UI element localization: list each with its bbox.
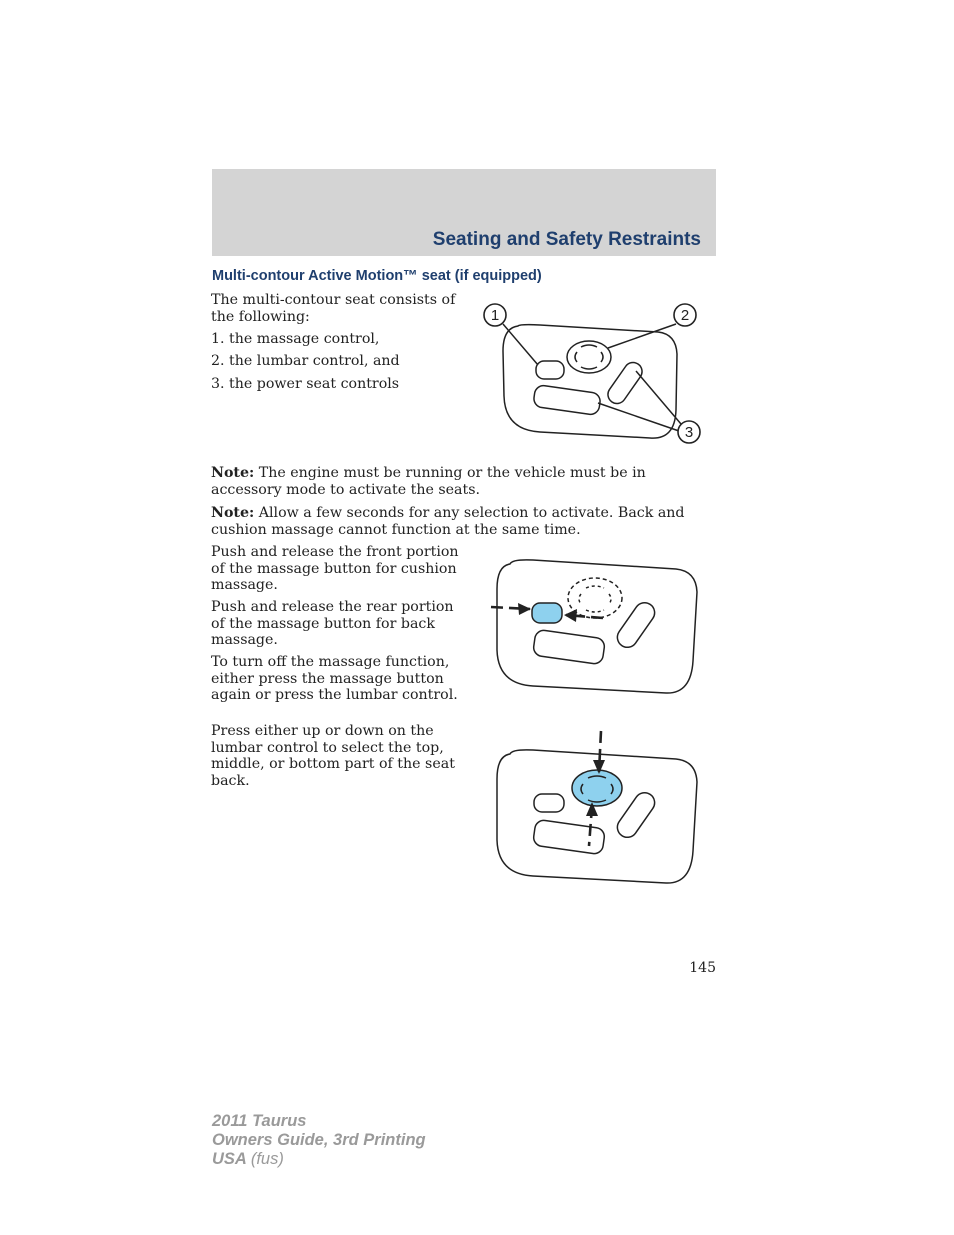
footer	[212, 1112, 426, 1169]
section-title: Seating and Safety Restraints	[432, 229, 701, 250]
lumbar-control-figure	[488, 728, 703, 886]
callout-1: 1	[490, 307, 500, 324]
note-paragraph	[211, 465, 711, 498]
massage-paragraph: Push and release the rear portion of the massage button for back massage.	[211, 599, 454, 648]
massage-button-figure	[488, 556, 703, 696]
subheading: Multi-contour Active Motion™ seat (if equipped)	[212, 268, 542, 284]
note-label: Note:	[211, 465, 255, 481]
note-text: The engine must be running or the vehicle must be in accessory mode to activate the seats.	[211, 465, 646, 498]
footer-line: 2011 Taurus	[212, 1112, 307, 1130]
note-label: Note:	[211, 505, 255, 521]
footer-code: (fus)	[250, 1150, 284, 1168]
massage-paragraph: Push and release the front portion of the massage button for cushion massage.	[211, 544, 459, 593]
footer-region: USA	[212, 1150, 247, 1168]
page-number: 145	[689, 960, 716, 976]
lumbar-paragraph: Press either up or down on the lumbar control to select the top, middle, or bottom part of the seat back.	[211, 723, 455, 789]
seat-controls-figure	[480, 296, 710, 456]
note-paragraph	[211, 505, 711, 538]
intro-paragraph: The multi-contour seat consists of the following:	[211, 292, 456, 325]
massage-paragraph: To turn off the massage function, either press the massage button again or press the lumbar control.	[211, 654, 458, 703]
note-text: Allow a few seconds for any selection to activate. Back and cushion massage cannot function at the same time.	[211, 505, 685, 538]
list-item: 2. the lumbar control, and	[211, 353, 400, 369]
list-item: 3. the power seat controls	[211, 376, 400, 392]
callout-2: 2	[680, 307, 690, 324]
list-item: 1. the massage control,	[211, 331, 380, 347]
header-band	[212, 169, 716, 256]
footer-line	[212, 1150, 426, 1169]
footer-line: Owners Guide, 3rd Printing	[212, 1131, 426, 1149]
callout-3: 3	[684, 424, 694, 441]
